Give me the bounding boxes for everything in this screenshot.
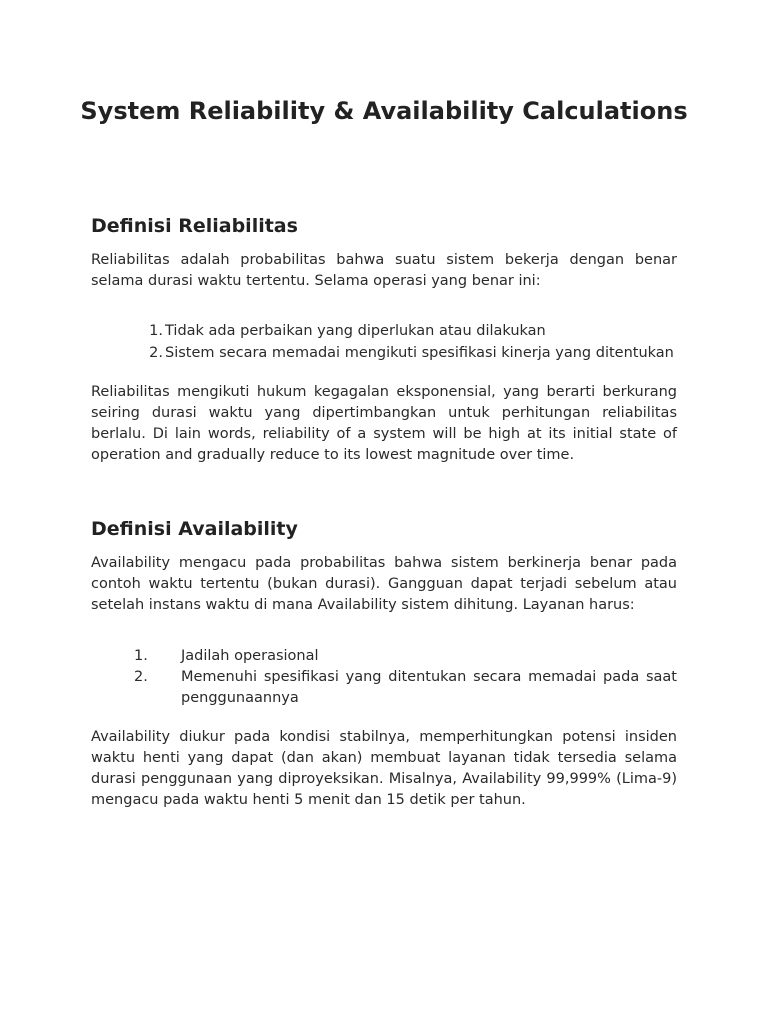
list-item-text: Sistem secara memadai mengikuti spesifikasi kinerja yang ditentukan xyxy=(165,345,674,361)
list-item-number: 2. xyxy=(149,345,163,361)
list-item xyxy=(91,342,677,364)
list-item-number: 1. xyxy=(134,648,148,664)
availability-body-paragraph: Availability diukur pada kondisi stabilnya, memperhitungkan potensi insiden waktu henti yang dapat (dan akan) membuat layanan tidak tersedia selama durasi penggunaan yang diproyeksikan. Misalnya, Availability 99,999% (Lima-9) mengacu pada waktu henti 5 menit dan 15 detik per tahun. xyxy=(91,729,677,808)
section-availability xyxy=(91,516,677,542)
reliability-intro-block xyxy=(91,250,677,292)
list-item-number: 1. xyxy=(149,323,163,339)
reliability-list-block xyxy=(91,320,677,364)
availability-list xyxy=(91,646,677,709)
list-item xyxy=(91,646,677,667)
list-item xyxy=(91,667,677,709)
document-title: System Reliability & Availability Calculations xyxy=(80,97,688,125)
availability-list-block xyxy=(91,646,677,709)
list-item-text: Jadilah operasional xyxy=(181,648,319,664)
availability-body-block xyxy=(91,727,677,811)
list-item-number: 2. xyxy=(134,669,148,685)
availability-intro-paragraph: Availability mengacu pada probabilitas bahwa sistem berkinerja benar pada contoh waktu tertentu (bukan durasi). Gangguan dapat terjadi sebelum atau setelah instans waktu di mana Availability sistem dihitung. Layanan harus: xyxy=(91,555,677,613)
reliability-intro-paragraph: Reliabilitas adalah probabilitas bahwa suatu sistem bekerja dengan benar selama durasi waktu tertentu. Selama operasi yang benar ini: xyxy=(91,252,677,289)
availability-intro-block xyxy=(91,553,677,616)
section-heading-availability: Definisi Availability xyxy=(91,518,298,540)
section-reliability xyxy=(91,213,677,239)
reliability-body-paragraph: Reliabilitas mengikuti hukum kegagalan eksponensial, yang berarti berkurang seiring durasi waktu yang dipertimbangkan untuk perhitungan reliabilitas berlalu. Di lain words, reliability of a system will be high at its initial state of operation and gradually reduce to its lowest magnitude over time. xyxy=(91,384,677,463)
list-item xyxy=(91,320,677,342)
list-item-text: Tidak ada perbaikan yang diperlukan atau dilakukan xyxy=(165,323,546,339)
section-heading-reliability: Definisi Reliabilitas xyxy=(91,215,298,237)
reliability-list xyxy=(91,320,677,364)
list-item-text: Memenuhi spesifikasi yang ditentukan secara memadai pada saat penggunaannya xyxy=(181,669,677,706)
reliability-body-block xyxy=(91,382,677,466)
